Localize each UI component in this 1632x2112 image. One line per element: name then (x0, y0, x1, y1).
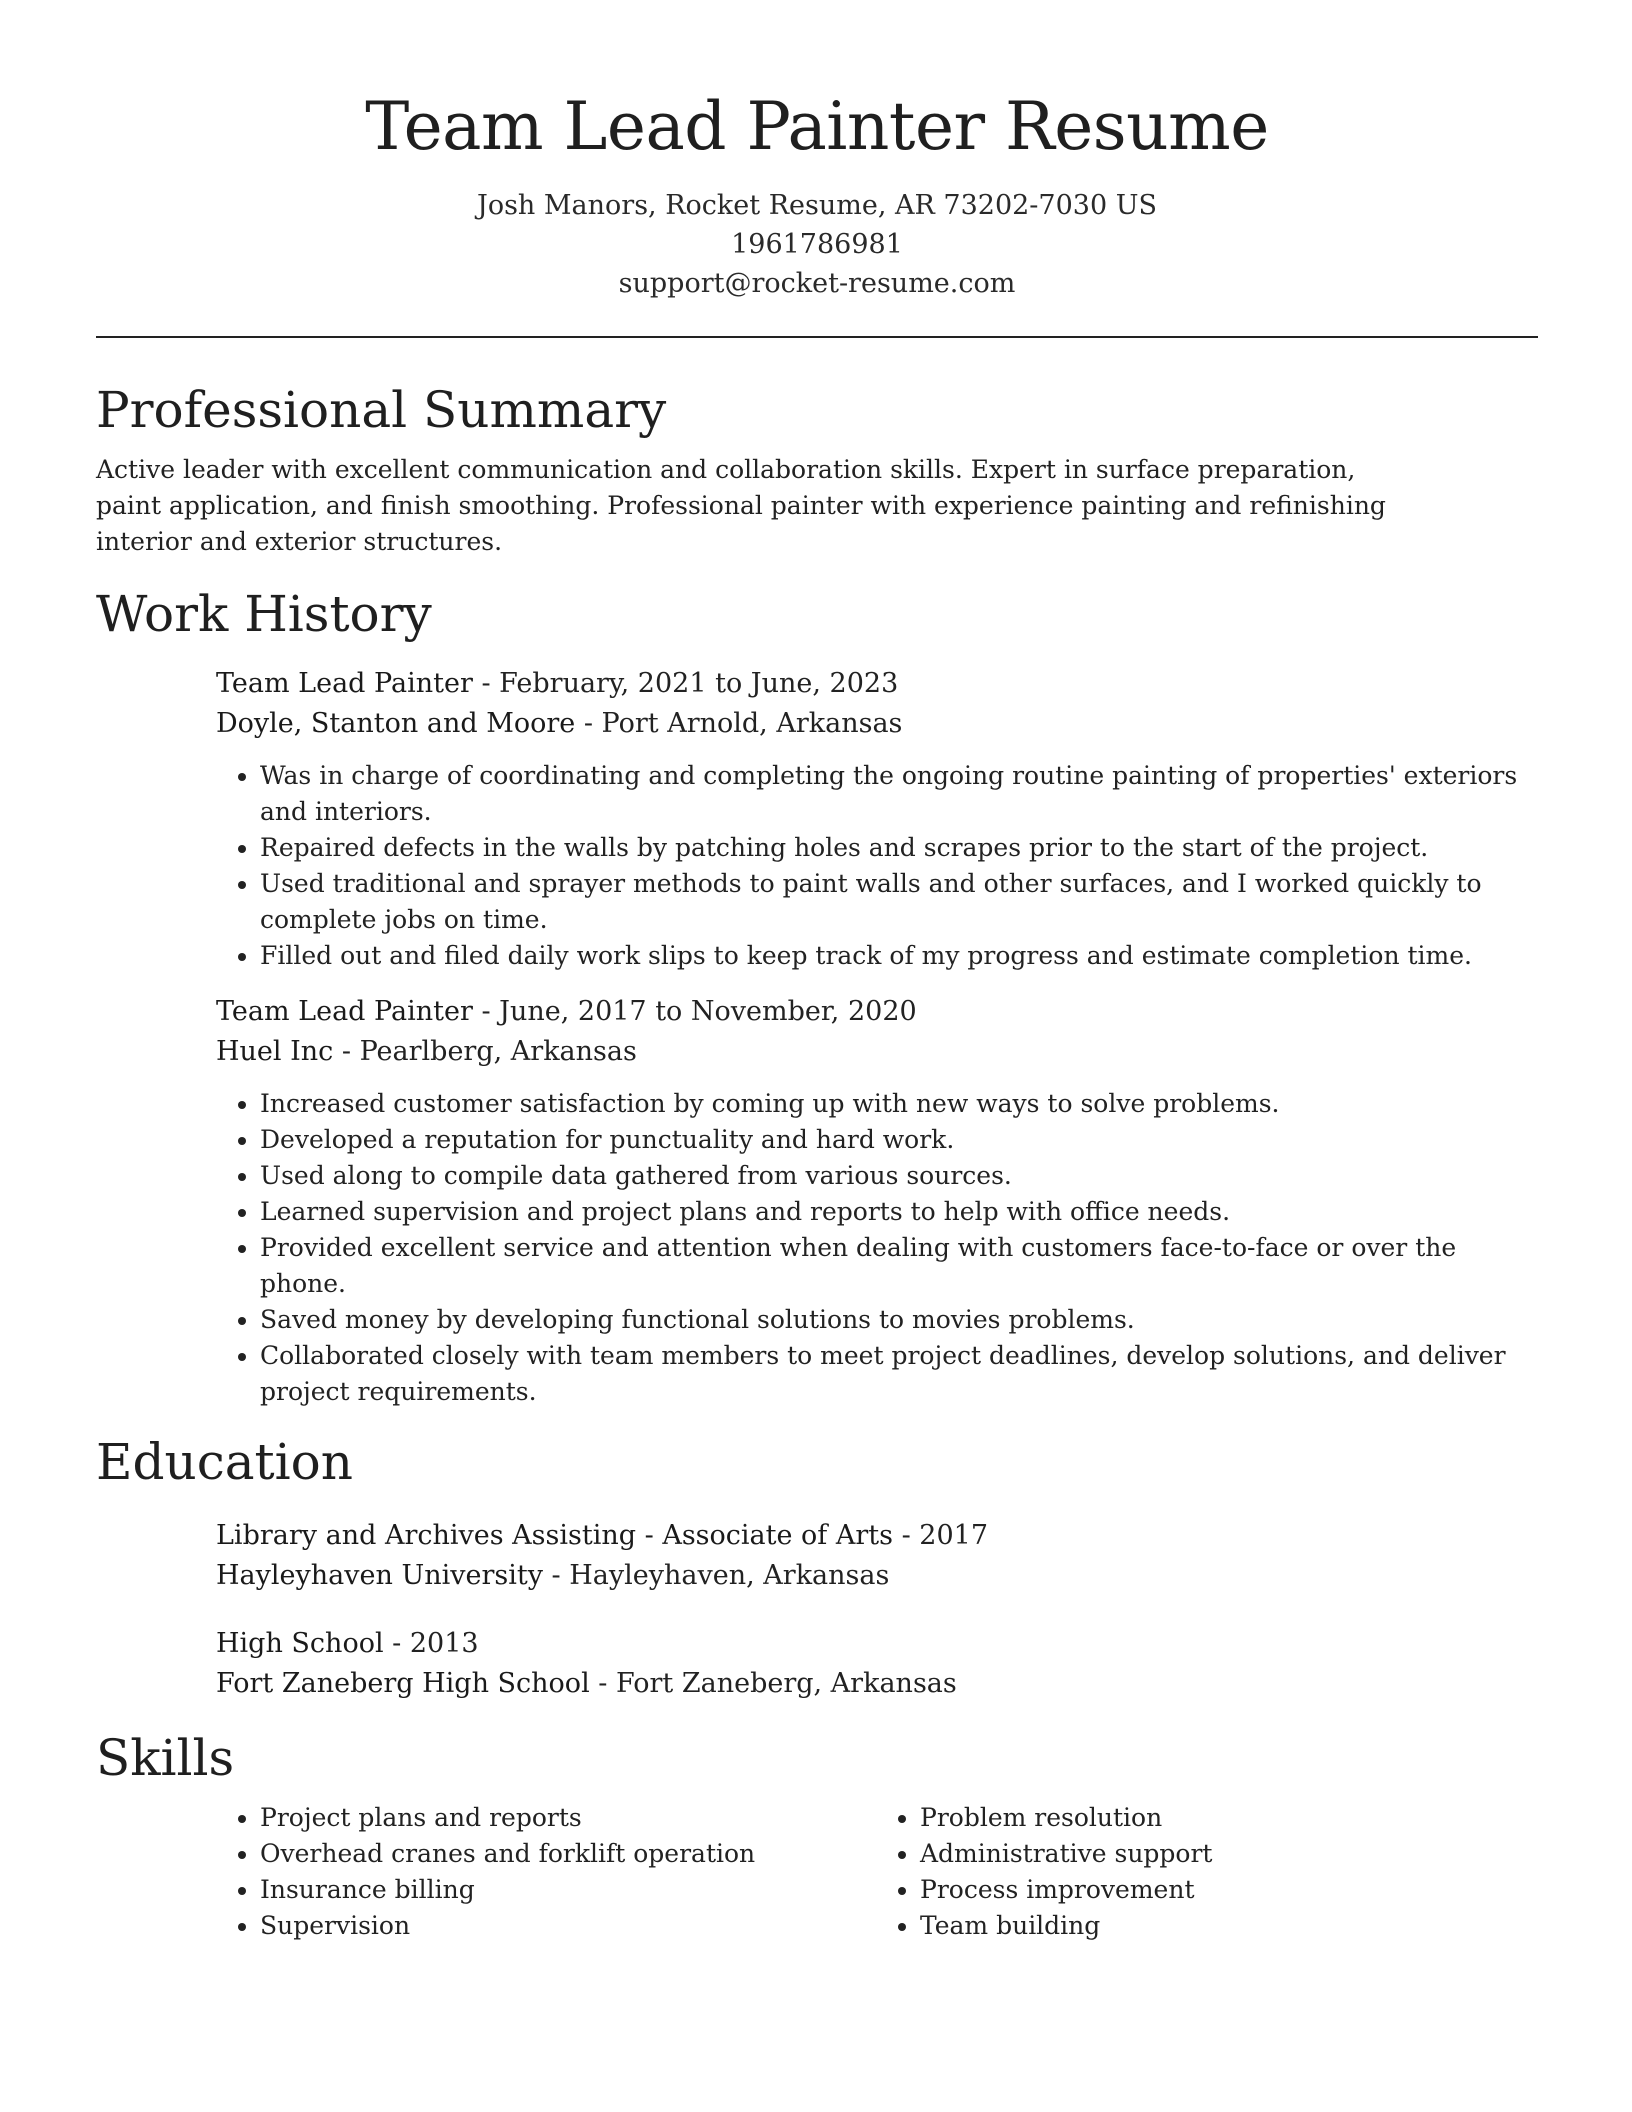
job-company: Doyle, Stanton and Moore (216, 708, 576, 739)
list-item: • Project plans and reports (260, 1800, 876, 1836)
skills-grid (216, 1790, 1536, 1944)
skills-section (96, 1726, 1538, 1944)
job-duties-list (216, 758, 1536, 974)
contact-block (96, 186, 1538, 303)
education-degree: Library and Archives Assisting - Associate of Arts (216, 1520, 893, 1551)
education-year: - 2017 (893, 1520, 989, 1551)
education-heading: Education (96, 1433, 353, 1491)
resume-title: Team Lead Painter Resume (365, 88, 1269, 165)
skills-heading: Skills (96, 1729, 235, 1787)
job-title: Team Lead Painter (216, 668, 473, 699)
job-dates: - February, 2021 to June, 2023 (472, 668, 899, 699)
list-item: • Saved money by developing functional solutions to movies problems. (260, 1302, 1536, 1338)
list-item: • Used traditional and sprayer methods to paint walls and other surfaces, and I worked quickly to complete jobs on time. (260, 866, 1536, 938)
list-item: • Learned supervision and project plans and reports to help with office needs. (260, 1194, 1536, 1230)
work-history-section (96, 582, 1538, 1410)
job-company: Huel Inc (216, 1036, 334, 1067)
list-item: • Repaired defects in the walls by patching holes and scrapes prior to the start of the project. (260, 830, 1536, 866)
job-entry (216, 664, 1536, 974)
education-entry (216, 1624, 1536, 1704)
contact-phone: 1961786981 (731, 229, 903, 260)
education-school: Fort Zaneberg High School (216, 1668, 590, 1699)
list-item: • Was in charge of coordinating and completing the ongoing routine painting of properties' exteriors and interiors. (260, 758, 1536, 830)
job-dates: - June, 2017 to November, 2020 (472, 996, 917, 1027)
job-duties-list (216, 1086, 1536, 1410)
list-item: • Filled out and filed daily work slips to keep track of my progress and estimate completion time. (260, 938, 1536, 974)
list-item: • Developed a reputation for punctuality and hard work. (260, 1122, 1536, 1158)
summary-heading: Professional Summary (96, 381, 667, 439)
education-degree-line (216, 1516, 1536, 1556)
resume-page (96, 0, 1538, 1944)
job-location: - Port Arnold, Arkansas (575, 708, 903, 739)
list-item: • Administrative support (920, 1836, 1536, 1872)
education-school-line (216, 1664, 1536, 1704)
list-item: • Supervision (260, 1908, 876, 1944)
job-title-line (216, 992, 1536, 1032)
job-location: - Pearlberg, Arkansas (333, 1036, 637, 1067)
job-title: Team Lead Painter (216, 996, 473, 1027)
list-item: • Problem resolution (920, 1800, 1536, 1836)
job-entry (216, 992, 1536, 1410)
job-title-line (216, 664, 1536, 704)
education-location: - Fort Zaneberg, Arkansas (589, 1668, 957, 1699)
list-item: • Increased customer satisfaction by coming up with new ways to solve problems. (260, 1086, 1536, 1122)
contact-address: Josh Manors, Rocket Resume, AR 73202-7030 US (477, 190, 1157, 221)
list-item: • Overhead cranes and forklift operation (260, 1836, 876, 1872)
summary-section (96, 378, 1538, 560)
list-item: • Provided excellent service and attention when dealing with customers face-to-face or over the phone. (260, 1230, 1536, 1302)
education-school: Hayleyhaven University (216, 1560, 543, 1591)
list-item: • Process improvement (920, 1872, 1536, 1908)
education-degree-line (216, 1624, 1536, 1664)
list-item: • Team building (920, 1908, 1536, 1944)
education-entry (216, 1516, 1536, 1596)
education-section (96, 1430, 1538, 1704)
header-divider (96, 336, 1538, 338)
job-company-line (216, 1032, 1536, 1072)
education-year: - 2013 (383, 1628, 479, 1659)
work-history-heading: Work History (96, 585, 432, 643)
list-item: • Insurance billing (260, 1872, 876, 1908)
education-school-line (216, 1556, 1536, 1596)
summary-text: Active leader with excellent communication and collaboration skills. Expert in surface preparation, paint application, and finish smoothing. Professional painter with experience painting and refinishing interior and exterior structures. (96, 455, 1386, 556)
education-degree: High School (216, 1628, 384, 1659)
skills-list-right (876, 1800, 1536, 1944)
list-item: • Used along to compile data gathered from various sources. (260, 1158, 1536, 1194)
list-item: • Collaborated closely with team members to meet project deadlines, develop solutions, and deliver project requirements. (260, 1338, 1536, 1410)
job-company-line (216, 704, 1536, 744)
education-location: - Hayleyhaven, Arkansas (542, 1560, 890, 1591)
contact-email: support@rocket-resume.com (618, 268, 1016, 299)
skills-list-left (216, 1800, 876, 1944)
